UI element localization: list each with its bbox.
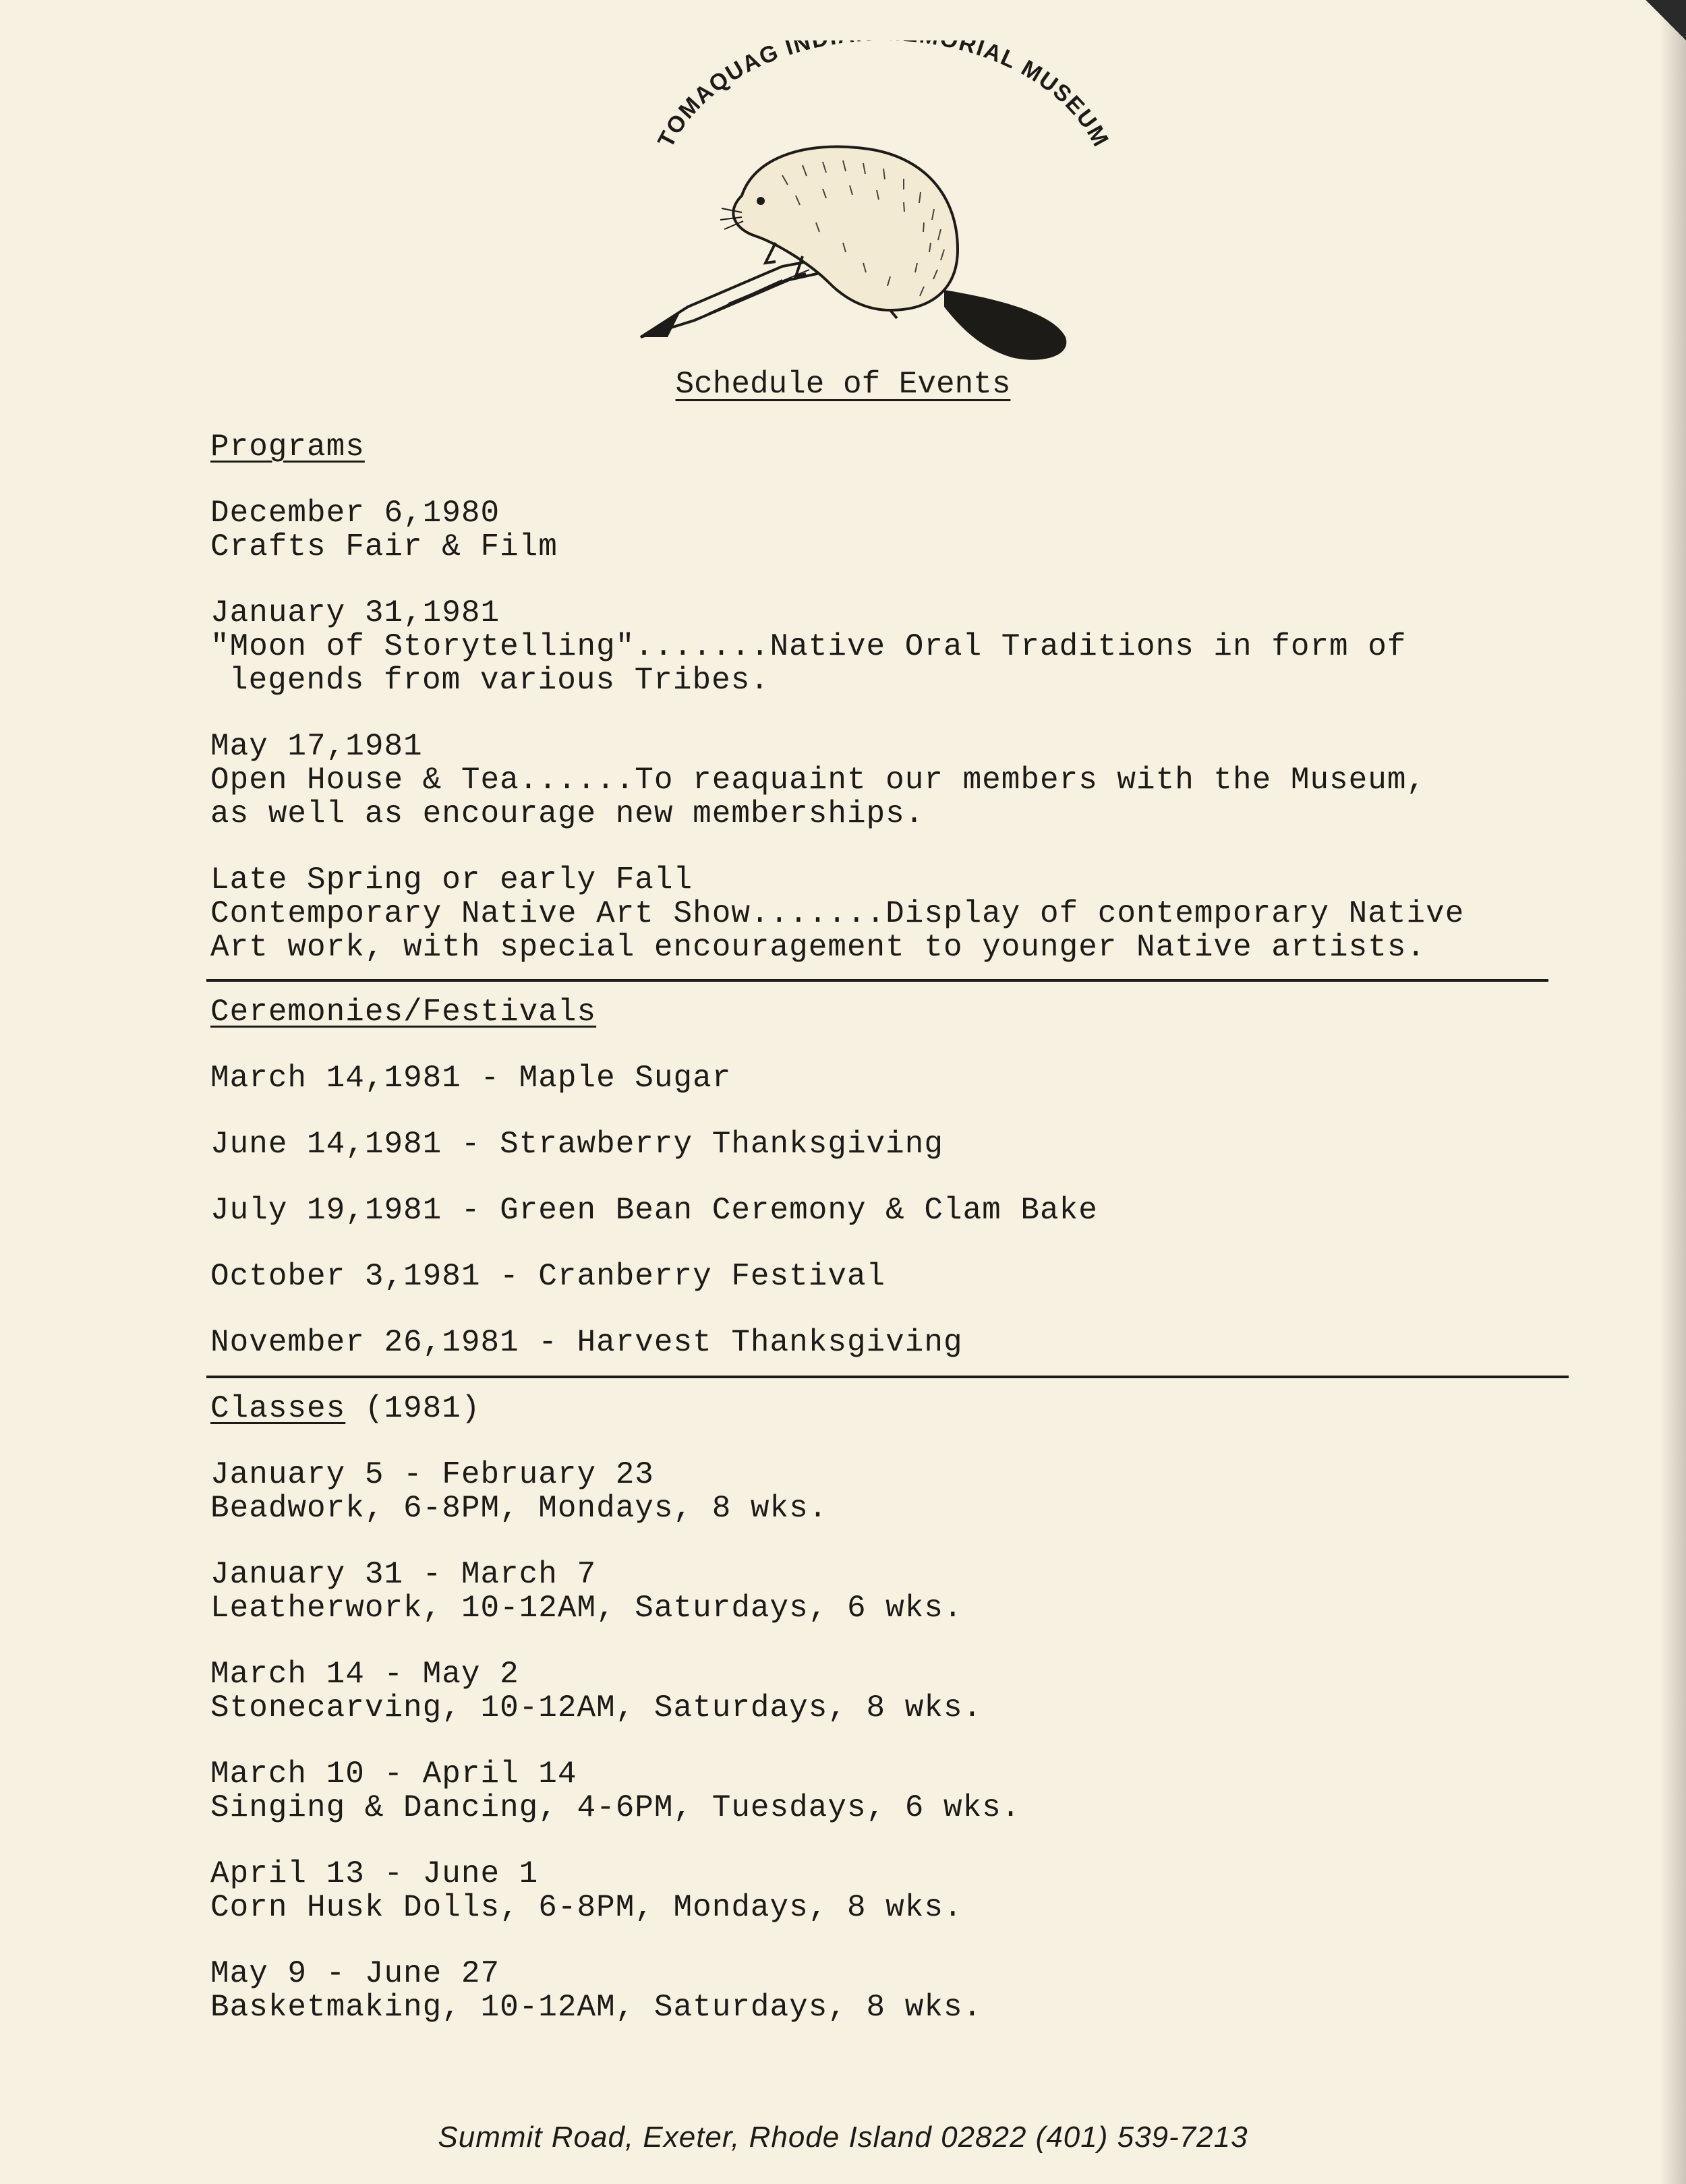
ceremony-item: November 26,1981 - Harvest Thanksgiving	[210, 1325, 963, 1360]
ceremonies-section-heading	[210, 995, 1546, 1029]
class-dates: March 14 - May 2	[210, 1657, 519, 1692]
class-entry	[210, 1458, 1546, 1525]
class-dates: April 13 - June 1	[210, 1856, 539, 1891]
class-entry	[210, 1757, 1546, 1825]
program-date: Late Spring or early Fall	[210, 862, 693, 897]
logo-arc-text: TOMAQUAG IN RIAL MUSEUM	[653, 40, 1114, 152]
program-entry	[210, 863, 1546, 964]
page-title-text: Schedule of Events	[675, 367, 1011, 402]
class-entry	[210, 1957, 1546, 2024]
classes-year: (1981)	[364, 1391, 481, 1426]
programs-heading: Programs	[210, 430, 365, 465]
ceremony-item: October 3,1981 - Cranberry Festival	[210, 1259, 886, 1294]
beaver-tail	[944, 290, 1066, 360]
class-details: Beadwork, 6-8PM, Mondays, 8 wks.	[210, 1491, 828, 1526]
ceremonies-heading: Ceremonies/Festivals	[210, 995, 597, 1030]
program-entry	[210, 596, 1546, 697]
program-description: Open House & Tea......To reaquaint our members with the Museum,	[210, 763, 1426, 798]
class-entry	[210, 1857, 1546, 1924]
museum-logo	[607, 40, 1146, 364]
class-dates: May 9 - June 27	[210, 1956, 500, 1991]
paper-edge-shadow	[1659, 0, 1686, 2184]
class-details: Basketmaking, 10-12AM, Saturdays, 8 wks.	[210, 1990, 983, 2025]
class-details: Stonecarving, 10-12AM, Saturdays, 8 wks.	[210, 1690, 983, 1725]
class-details: Corn Husk Dolls, 6-8PM, Mondays, 8 wks.	[210, 1890, 963, 1925]
class-entry	[210, 1657, 1546, 1725]
program-description: Crafts Fair & Film	[210, 529, 558, 564]
beaver-logo-icon	[607, 40, 1146, 364]
class-dates: January 5 - February 23	[210, 1457, 654, 1492]
class-details: Leatherwork, 10-12AM, Saturdays, 6 wks.	[210, 1591, 963, 1626]
program-entry	[210, 730, 1546, 831]
class-details: Singing & Dancing, 4-6PM, Tuesdays, 6 wks.	[210, 1790, 1021, 1825]
program-description: legends from various Tribes.	[229, 663, 769, 698]
program-description: "Moon of Storytelling".......Native Oral Traditions in form of	[210, 629, 1407, 664]
classes-section-heading	[210, 1392, 1546, 1425]
ceremony-item: March 14,1981 - Maple Sugar	[210, 1061, 732, 1096]
program-description: Contemporary Native Art Show.......Display of contemporary Native	[210, 896, 1465, 931]
classes-heading: Classes	[210, 1391, 346, 1426]
page-title	[0, 364, 1686, 405]
class-entry	[210, 1558, 1546, 1625]
schedule-content	[210, 430, 1546, 2057]
ceremony-item: June 14,1981 - Strawberry Thanksgiving	[210, 1127, 943, 1162]
class-dates: January 31 - March 7	[210, 1557, 597, 1592]
paper-corner	[1646, 0, 1686, 40]
program-entry	[210, 496, 1546, 564]
program-description: Art work, with special encouragement to younger Native artists.	[210, 930, 1426, 965]
programs-section-heading	[210, 430, 1546, 464]
section-divider	[206, 979, 1548, 982]
class-dates: March 10 - April 14	[210, 1757, 577, 1792]
footer-address: Summit Road, Exeter, Rhode Island 02822 (401) 539-7213	[438, 2121, 1248, 2154]
ceremony-item: July 19,1981 - Green Bean Ceremony & Clam Bake	[210, 1193, 1098, 1228]
program-date: December 6,1980	[210, 496, 500, 531]
program-date: January 31,1981	[210, 595, 500, 630]
section-divider	[206, 1376, 1569, 1378]
program-date: May 17,1981	[210, 729, 423, 764]
program-description: as well as encourage new memberships.	[210, 796, 925, 831]
